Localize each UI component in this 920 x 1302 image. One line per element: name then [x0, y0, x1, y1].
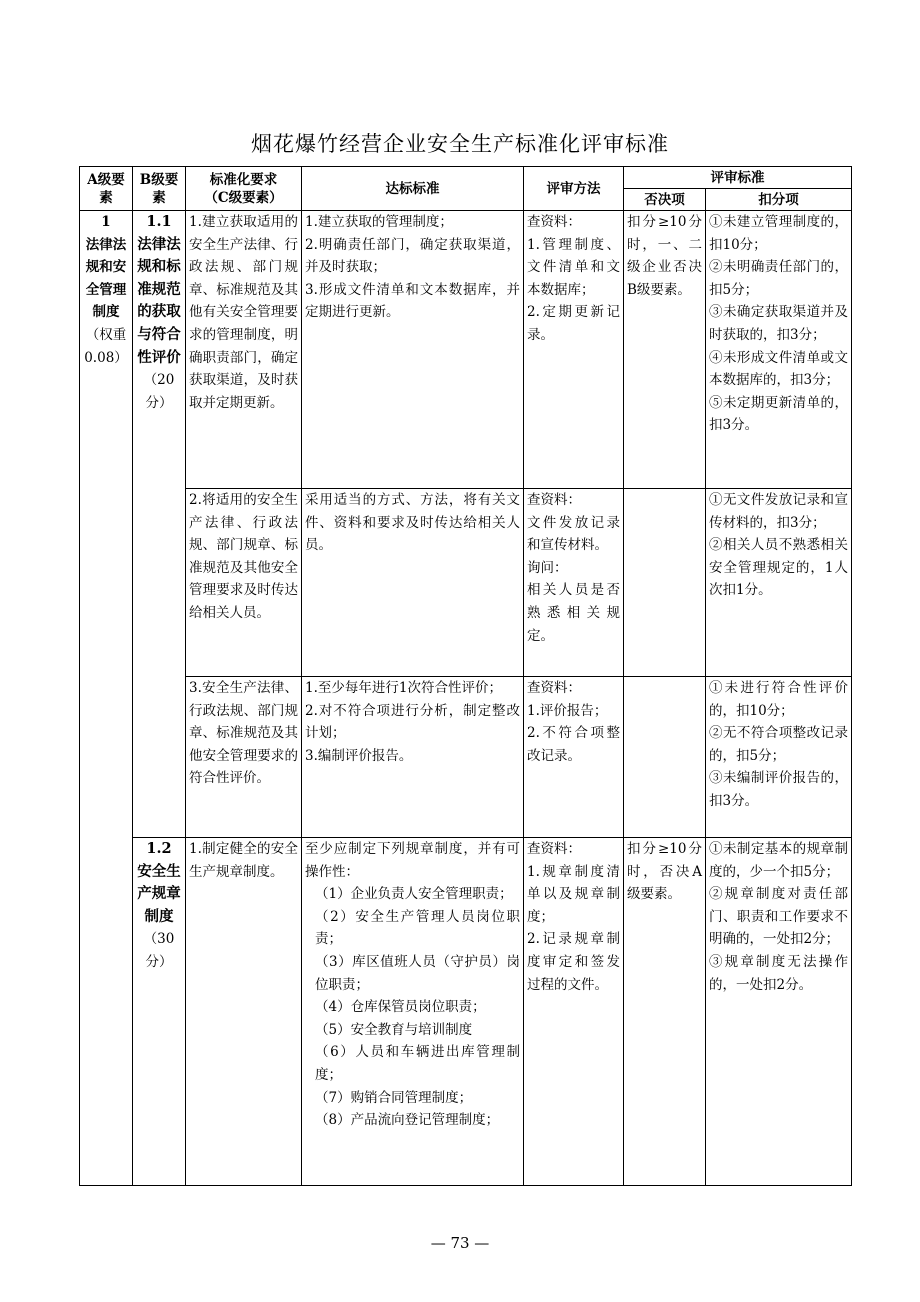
b-element-number: 1.2	[146, 840, 172, 857]
standard-line: 2.明确责任部门，确定获取渠道，并及时获取；	[305, 236, 520, 276]
standard-cell	[302, 677, 524, 838]
standard-line: 采用适当的方式、方法，将有关文件、资料和要求及时传达给相关人员。	[305, 492, 520, 554]
standard-item: （4）仓库保管员岗位职责；	[315, 999, 486, 1016]
deduction-line: ②未明确责任部门的，扣5分；	[709, 259, 848, 298]
standard-line: 3.形成文件清单和文本数据库，并定期进行更新。	[305, 281, 520, 321]
deduction-line: ⑤未定期更新清单的，扣3分。	[709, 394, 848, 434]
method-cell	[524, 677, 624, 838]
standard-line: 2.对不符合项进行分析，制定整改计划；	[305, 702, 520, 742]
deduction-line: ③未编制评价报告的，扣3分。	[709, 770, 848, 809]
method-line: 查资料：	[527, 680, 581, 696]
table-row	[80, 489, 852, 677]
standard-item: （5）安全教育与培训制度	[315, 1021, 473, 1038]
method-cell	[524, 489, 624, 677]
table-row	[80, 838, 852, 1186]
header-review-criteria: 评审标准	[624, 167, 852, 189]
method-line: 1.评价报告；	[527, 702, 608, 719]
method-cell	[524, 838, 624, 1186]
header-row-1	[80, 167, 852, 189]
standard-line: 1.建立获取的管理制度；	[305, 214, 453, 230]
a-element-name: 法律法规和安全管理制度	[85, 236, 127, 321]
method-line: 查资料：	[527, 841, 581, 857]
header-standard: 达标标准	[302, 167, 524, 211]
method-line: 相关人员是否熟悉相关规定。	[527, 582, 620, 644]
veto-cell: 扣分≥10分时，否决A级要素。	[624, 838, 706, 1186]
method-cell	[524, 211, 624, 489]
header-a-level: A级要素	[80, 167, 133, 211]
deduction-cell	[706, 211, 852, 489]
b-element-score: （20分）	[143, 372, 175, 411]
method-line: 查资料：	[527, 214, 581, 230]
standard-item: （3）库区值班人员（守护员）岗位职责；	[315, 953, 520, 993]
b-element-name: 安全生产规章制度	[137, 862, 181, 925]
standard-item: （1）企业负责人安全管理职责；	[315, 886, 513, 903]
standard-cell	[302, 489, 524, 677]
requirement-cell: 2.将适用的安全生产法律、行政法规、部门规章、标准规范及其他安全管理要求及时传达给相关人员。	[186, 489, 302, 677]
standard-item: （8）产品流向登记管理制度；	[315, 1112, 500, 1129]
requirement-cell: 3.安全生产法律、行政法规、部门规章、标准规范及其他安全管理要求的符合性评价。	[186, 677, 302, 838]
header-b-level: B级要素	[133, 167, 186, 211]
deduction-line: ②无不符合项整改记录的，扣5分；	[709, 725, 848, 764]
a-element-cell	[80, 211, 133, 1186]
requirement-cell: 1.制定健全的安全生产规章制度。	[186, 838, 302, 1186]
standard-intro: 至少应制定下列规章制度，并有可操作性：	[305, 841, 520, 880]
standard-item: （6）人员和车辆进出库管理制度；	[315, 1044, 520, 1083]
deduction-line: ①未建立管理制度的，扣10分；	[709, 214, 848, 253]
standard-item: （7）购销合同管理制度；	[315, 1089, 473, 1106]
standard-line: 1.至少每年进行1次符合性评价；	[305, 680, 502, 696]
standard-cell	[302, 838, 524, 1186]
b-element-score: （30分）	[143, 931, 175, 970]
header-c-level-line2: （C级要素）	[204, 189, 283, 206]
header-c-level-line1: 标准化要求	[209, 171, 278, 188]
deduction-cell	[706, 489, 852, 677]
table-row	[80, 211, 852, 489]
veto-cell	[624, 677, 706, 838]
standard-item: （2）安全生产管理人员岗位职责；	[315, 908, 520, 948]
page-number: — 73 —	[430, 1234, 490, 1252]
veto-cell	[624, 489, 706, 677]
method-line: 询问：	[527, 559, 568, 576]
method-line: 1.规章制度清单以及规章制度；	[527, 863, 620, 925]
deduction-line: ①未进行符合性评价的，扣10分；	[709, 680, 848, 719]
b-element-number: 1.1	[146, 213, 172, 230]
header-veto: 否决项	[624, 189, 706, 211]
a-element-weight: （权重0.08）	[84, 326, 128, 366]
header-method: 评审方法	[524, 167, 624, 211]
veto-cell: 扣分≥10分时，一、二级企业否决B级要素。	[624, 211, 706, 489]
method-line: 2.定期更新记录。	[527, 304, 620, 343]
header-deduction: 扣分项	[706, 189, 852, 211]
method-line: 2.记录规章制度审定和签发过程的文件。	[527, 931, 620, 993]
standard-table	[79, 166, 852, 1186]
standard-cell	[302, 211, 524, 489]
b-element-cell	[133, 211, 186, 838]
deduction-line: ①无文件发放记录和宣传材料的，扣3分；	[709, 492, 848, 531]
deduction-line: ③规章制度无法操作的，一处扣2分。	[709, 953, 848, 993]
deduction-line: ①未制定基本的规章制度的，少一个扣5分；	[709, 841, 848, 880]
page-title: 烟花爆竹经营企业安全生产标准化评审标准	[251, 132, 669, 156]
deduction-line: ②相关人员不熟悉相关安全管理规定的，1人次扣1分。	[709, 537, 848, 599]
method-line: 文件发放记录和宣传材料。	[527, 514, 620, 554]
method-line: 查资料：	[527, 492, 581, 508]
deduction-line: ④未形成文件清单或文本数据库的，扣3分；	[709, 349, 848, 389]
deduction-line: ③未确定获取渠道并及时获取的，扣3分；	[709, 304, 848, 343]
deduction-cell	[706, 677, 852, 838]
b-element-cell	[133, 838, 186, 1186]
method-line: 1.管理制度、文件清单和文本数据库；	[527, 236, 620, 298]
table-row	[80, 677, 852, 838]
method-line: 2.不符合项整改记录。	[527, 725, 620, 764]
requirement-cell: 1.建立获取适用的安全生产法律、行政法规、部门规章、标准规范及其他有关安全管理要求的管理制度，明确职责部门，确定获取渠道，及时获取并定期更新。	[186, 211, 302, 489]
standard-line: 3.编制评价报告。	[305, 747, 413, 764]
deduction-cell	[706, 838, 852, 1186]
a-element-number: 1	[101, 214, 111, 230]
deduction-line: ②规章制度对责任部门、职责和工作要求不明确的，一处扣2分；	[709, 886, 848, 948]
b-element-name: 法律法规和标准规范的获取与符合性评价	[137, 235, 181, 366]
header-c-level	[186, 167, 302, 211]
